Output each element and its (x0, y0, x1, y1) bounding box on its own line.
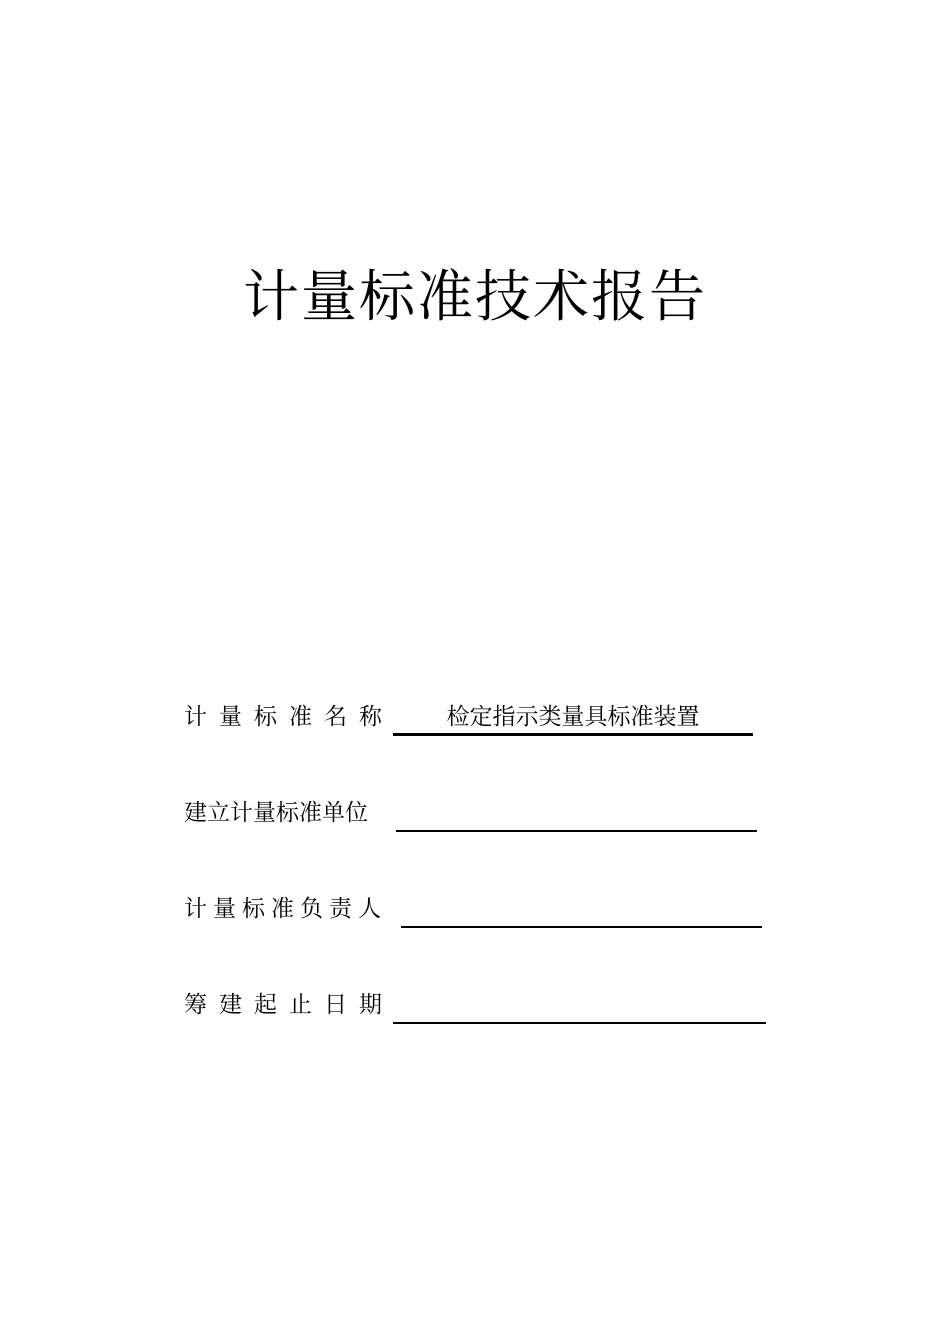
standard-name-value[interactable]: 检定指示类量具标准装置 (393, 702, 753, 736)
establishing-unit-label: 建立计量标准单位 (184, 800, 368, 826)
construction-dates-value[interactable] (393, 990, 766, 1024)
establishing-unit-field (184, 792, 764, 832)
responsible-person-value[interactable] (401, 894, 762, 928)
construction-dates-field (184, 984, 774, 1024)
establishing-unit-value[interactable] (396, 798, 757, 832)
standard-name-label: 计量标准名称 (184, 704, 394, 730)
page-title: 计量标准技术报告 (243, 265, 707, 330)
responsible-person-label: 计量标准负责人 (184, 896, 387, 922)
construction-dates-label: 筹建起止日期 (184, 992, 394, 1018)
responsible-person-field (184, 888, 774, 928)
standard-name-field (184, 696, 764, 736)
